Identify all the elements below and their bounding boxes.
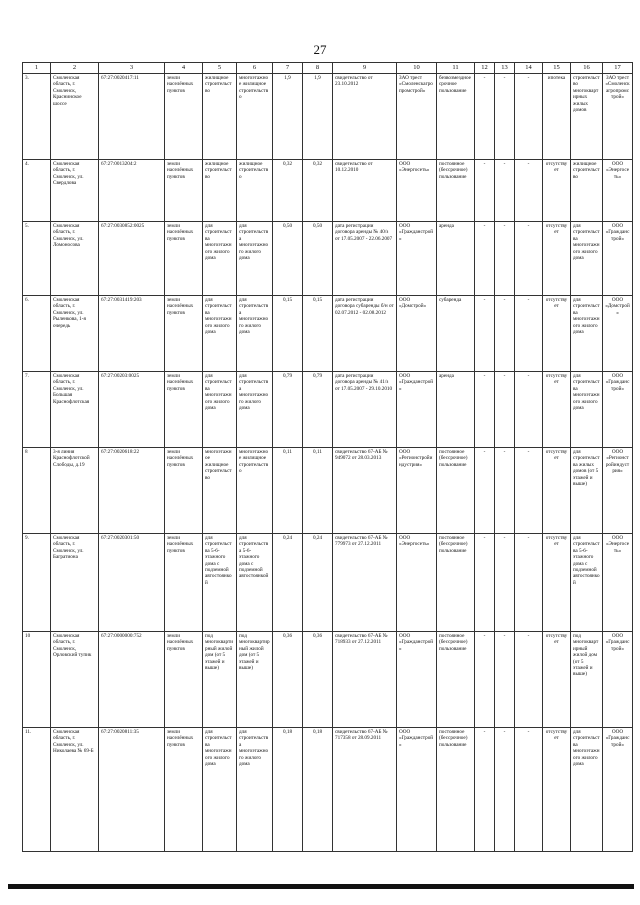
table-row	[23, 632, 633, 728]
cell-c14: -	[515, 448, 543, 534]
header-cell: 4	[165, 63, 203, 74]
cell-c17: ЗАО трест «Смоленскагропромстрой»	[603, 74, 633, 160]
cell-right: субаренда	[437, 296, 475, 372]
cell-a2: 0,50	[303, 222, 333, 296]
cell-n: 7.	[23, 372, 51, 448]
cell-c13: -	[495, 296, 515, 372]
header-cell: 17	[603, 63, 633, 74]
cell-use1: для строительства 5-6-этажного дома с подземной автостоянкой	[203, 534, 237, 632]
cell-a2: 0,24	[303, 534, 333, 632]
cell-n: 6.	[23, 296, 51, 372]
cell-a1: 0,15	[273, 296, 303, 372]
cell-a1: 0,11	[273, 448, 303, 534]
cell-org: ООО «Домстрой»	[397, 296, 437, 372]
cell-use2: под многоквартирный жилой дом (от 5 этажей и выше)	[237, 632, 273, 728]
cell-a2: 0,11	[303, 448, 333, 534]
cell-n: 9.	[23, 534, 51, 632]
cell-c16: для строительства многоэтажного жилого дома	[571, 728, 603, 852]
cell-a2: 0,18	[303, 728, 333, 852]
cell-use1: для строительства многоэтажного жилого дома	[203, 372, 237, 448]
cell-c13: -	[495, 372, 515, 448]
cell-c16: для строительства многоэтажного жилого дома	[571, 372, 603, 448]
table-row	[23, 160, 633, 222]
cell-doc: свидетельство 67-АБ № 949072 от 28.03.2013	[333, 448, 397, 534]
cell-a2: 0,15	[303, 296, 333, 372]
cell-use2: многоэтажное жилищное строительство	[237, 448, 273, 534]
cell-cat: земли населённых пунктов	[165, 74, 203, 160]
header-cell: 3	[99, 63, 165, 74]
cell-c14: -	[515, 222, 543, 296]
cell-c15: отсутствует	[543, 296, 571, 372]
cell-cat: земли населённых пунктов	[165, 534, 203, 632]
cell-c12: -	[475, 534, 495, 632]
cell-a1: 1,9	[273, 74, 303, 160]
cell-c13: -	[495, 448, 515, 534]
cell-org: ООО «Регионстройиндустрия»	[397, 448, 437, 534]
cell-c17: ООО «Энергосеть»	[603, 160, 633, 222]
cell-kad: 67:27:00203:0025	[99, 372, 165, 448]
cell-doc: дата регистрации договора аренды № 41/з от 17.05.2007 - 29.10.2010	[333, 372, 397, 448]
cell-cat: земли населённых пунктов	[165, 448, 203, 534]
cell-use2: для строительства многоэтажного жилого дома	[237, 296, 273, 372]
table-row	[23, 534, 633, 632]
header-cell: 11	[437, 63, 475, 74]
cell-c16: строительство многоквартирных жилых домов	[571, 74, 603, 160]
cell-a1: 0,79	[273, 372, 303, 448]
cell-kad: 67:27:0030852:0025	[99, 222, 165, 296]
cell-c12: -	[475, 160, 495, 222]
cell-c16: для строительства 5-6-этажного дома с подземной автостоянкой	[571, 534, 603, 632]
page-number: 27	[313, 42, 327, 57]
cell-org: ООО «Энергосеть»	[397, 534, 437, 632]
cell-right: постоянное (бессрочное) пользование	[437, 632, 475, 728]
header-cell: 12	[475, 63, 495, 74]
header-cell: 2	[51, 63, 99, 74]
cell-kad: 67:27:0020301:50	[99, 534, 165, 632]
cell-a1: 0,24	[273, 534, 303, 632]
cell-c17: ООО «Гражданстрой»	[603, 728, 633, 852]
header-cell: 6	[237, 63, 273, 74]
table-row	[23, 296, 633, 372]
cell-n: 4.	[23, 160, 51, 222]
cell-c12: -	[475, 632, 495, 728]
cell-use1: жилищное строительство	[203, 74, 237, 160]
cell-c14: -	[515, 74, 543, 160]
cell-c15: отсутствует	[543, 534, 571, 632]
cell-c16: для строительства многоэтажного жилого дома	[571, 222, 603, 296]
cell-c13: -	[495, 534, 515, 632]
cell-c17: ООО «Гражданстрой»	[603, 632, 633, 728]
cell-c14: -	[515, 728, 543, 852]
cell-doc: свидетельство 67-АБ № 717358 от 28.09.2011	[333, 728, 397, 852]
table-row	[23, 728, 633, 852]
cell-a2: 1,9	[303, 74, 333, 160]
cell-use2: для строительства многоэтажного жилого дома	[237, 372, 273, 448]
cell-n: 10	[23, 632, 51, 728]
cell-cat: земли населённых пунктов	[165, 372, 203, 448]
table-row	[23, 74, 633, 160]
cell-c14: -	[515, 160, 543, 222]
cell-addr: Смоленская область, г. Смоленск, ул. Рыленкова, 1-я очередь	[51, 296, 99, 372]
cell-addr: Смоленская область, г. Смоленск, ул. Багратиона	[51, 534, 99, 632]
cell-doc: свидетельство 67-АБ № 779973 от 27.12.2011	[333, 534, 397, 632]
header-cell: 5	[203, 63, 237, 74]
cell-use2: жилищное строительство	[237, 160, 273, 222]
cell-use1: для строительства многоэтажного жилого дома	[203, 728, 237, 852]
cell-org: ООО «Энергосеть»	[397, 160, 437, 222]
header-row	[23, 63, 633, 74]
cell-doc: дата регистрации договора субаренды б/н от 02.07.2012 - 02.08.2012	[333, 296, 397, 372]
cell-c16: жилищное строительство	[571, 160, 603, 222]
cell-use1: под многоквартирный жилой дом (от 5 этажей и выше)	[203, 632, 237, 728]
cell-c17: ООО «Энергосеть»	[603, 534, 633, 632]
cell-c14: -	[515, 534, 543, 632]
cell-c13: -	[495, 728, 515, 852]
cell-n: 11.	[23, 728, 51, 852]
cell-c17: ООО «Гражданстрой»	[603, 222, 633, 296]
cell-c16: для строительства жилых домов (от 5 этажей и выше)	[571, 448, 603, 534]
cell-addr: Смоленская область, г. Смоленск, Краснинское шоссе	[51, 74, 99, 160]
cell-right: постоянное (бессрочное) пользование	[437, 534, 475, 632]
cell-cat: земли населённых пунктов	[165, 296, 203, 372]
cell-a1: 0,18	[273, 728, 303, 852]
cell-right: постоянное (бессрочное) пользование	[437, 448, 475, 534]
cell-doc: дата регистрации договора аренды № 40/з от 17.05.2007 - 22.06.2007	[333, 222, 397, 296]
cell-cat: земли населённых пунктов	[165, 160, 203, 222]
cell-c12: -	[475, 728, 495, 852]
cell-c15: отсутствует	[543, 728, 571, 852]
cell-right: аренда	[437, 222, 475, 296]
cell-c16: для строительства многоэтажного жилого дома	[571, 296, 603, 372]
cell-n: 8	[23, 448, 51, 534]
cell-a2: 0,32	[303, 160, 333, 222]
cell-n: 3.	[23, 74, 51, 160]
cell-doc: свидетельство от 10.12.2010	[333, 160, 397, 222]
table-row	[23, 372, 633, 448]
cell-use2: для строительства многоэтажного жилого дома	[237, 728, 273, 852]
cell-org: ООО «Гражданстрой»	[397, 372, 437, 448]
cell-c17: ООО «Домстрой»	[603, 296, 633, 372]
cell-use1: для строительства многоэтажного жилого дома	[203, 296, 237, 372]
cell-n: 5.	[23, 222, 51, 296]
cell-a2: 0,36	[303, 632, 333, 728]
cell-c13: -	[495, 74, 515, 160]
cell-org: ООО «Гражданстрой»	[397, 632, 437, 728]
cell-kad: 67:27:0000000:752	[99, 632, 165, 728]
cell-c12: -	[475, 448, 495, 534]
header-cell: 15	[543, 63, 571, 74]
cell-c15: отсутствует	[543, 372, 571, 448]
table-row	[23, 222, 633, 296]
cell-cat: земли населённых пунктов	[165, 728, 203, 852]
cell-c15: отсутствует	[543, 632, 571, 728]
cell-addr: Смоленская область, г. Смоленск, ул. Ломоносова	[51, 222, 99, 296]
land-register-table	[22, 62, 633, 852]
cell-c14: -	[515, 632, 543, 728]
header-cell: 14	[515, 63, 543, 74]
cell-org: ООО «Гражданстрой»	[397, 728, 437, 852]
cell-use1: жилищное строительство	[203, 160, 237, 222]
cell-a2: 0,79	[303, 372, 333, 448]
cell-c14: -	[515, 296, 543, 372]
cell-a1: 0,32	[273, 160, 303, 222]
cell-org: ООО «Гражданстрой»	[397, 222, 437, 296]
cell-doc: свидетельство 67-АБ № 718933 от 27.12.2011	[333, 632, 397, 728]
cell-right: постоянное (бессрочное) пользование	[437, 160, 475, 222]
cell-c12: -	[475, 296, 495, 372]
cell-use1: многоэтажное жилищное строительство	[203, 448, 237, 534]
header-cell: 16	[571, 63, 603, 74]
cell-c12: -	[475, 74, 495, 160]
cell-c13: -	[495, 222, 515, 296]
cell-kad: 67:27:0020618:22	[99, 448, 165, 534]
cell-use2: многоэтажное жилищное строительство	[237, 74, 273, 160]
cell-c15: отсутствует	[543, 448, 571, 534]
cell-cat: земли населённых пунктов	[165, 632, 203, 728]
cell-kad: 67:27:0020811:35	[99, 728, 165, 852]
table-row	[23, 448, 633, 534]
cell-doc: свидетельство от 23.10.2012	[333, 74, 397, 160]
cell-right: аренда	[437, 372, 475, 448]
cell-c13: -	[495, 632, 515, 728]
cell-addr: Смоленская область, г. Смоленск, ул. Большая Краснофлотская	[51, 372, 99, 448]
header-cell: 1	[23, 63, 51, 74]
cell-right: безвозмездное срочное пользование	[437, 74, 475, 160]
cell-kad: 67:27:0020417:11	[99, 74, 165, 160]
cell-use2: для строительства 5-6-этажного дома с подземной автостоянкой	[237, 534, 273, 632]
header-cell: 10	[397, 63, 437, 74]
cell-addr: Смоленская область, г. Смоленск, ул. Свердлова	[51, 160, 99, 222]
header-cell: 8	[303, 63, 333, 74]
cell-addr: 3-я линия Краснофлотской Слободы, д.19	[51, 448, 99, 534]
cell-a1: 0,36	[273, 632, 303, 728]
cell-c12: -	[475, 372, 495, 448]
bottom-scan-bar	[8, 884, 634, 889]
cell-c15: ипотека	[543, 74, 571, 160]
cell-c15: отсутствует	[543, 222, 571, 296]
cell-cat: земли населённых пунктов	[165, 222, 203, 296]
header-cell: 9	[333, 63, 397, 74]
header-cell: 13	[495, 63, 515, 74]
header-cell: 7	[273, 63, 303, 74]
cell-c17: ООО «Регионстройиндустрия»	[603, 448, 633, 534]
cell-a1: 0,50	[273, 222, 303, 296]
cell-org: ЗАО трест «Смоленскагропромстрой»	[397, 74, 437, 160]
cell-c13: -	[495, 160, 515, 222]
cell-c14: -	[515, 372, 543, 448]
cell-c15: отсутствует	[543, 160, 571, 222]
cell-c17: ООО «Гражданстрой»	[603, 372, 633, 448]
cell-c16: под многоквартирный жилой дом (от 5 этажей и выше)	[571, 632, 603, 728]
cell-addr: Смоленская область, г. Смоленск, ул. Николаева № 69-Б	[51, 728, 99, 852]
cell-addr: Смоленская область, г. Смоленск, Орловский тупик	[51, 632, 99, 728]
cell-kad: 67:27:0013204:2	[99, 160, 165, 222]
cell-kad: 67:27:0031419:203	[99, 296, 165, 372]
cell-c12: -	[475, 222, 495, 296]
cell-right: постоянное (бессрочное) пользование	[437, 728, 475, 852]
cell-use1: для строительства многоэтажного жилого дома	[203, 222, 237, 296]
cell-use2: для строительства многоэтажного жилого дома	[237, 222, 273, 296]
